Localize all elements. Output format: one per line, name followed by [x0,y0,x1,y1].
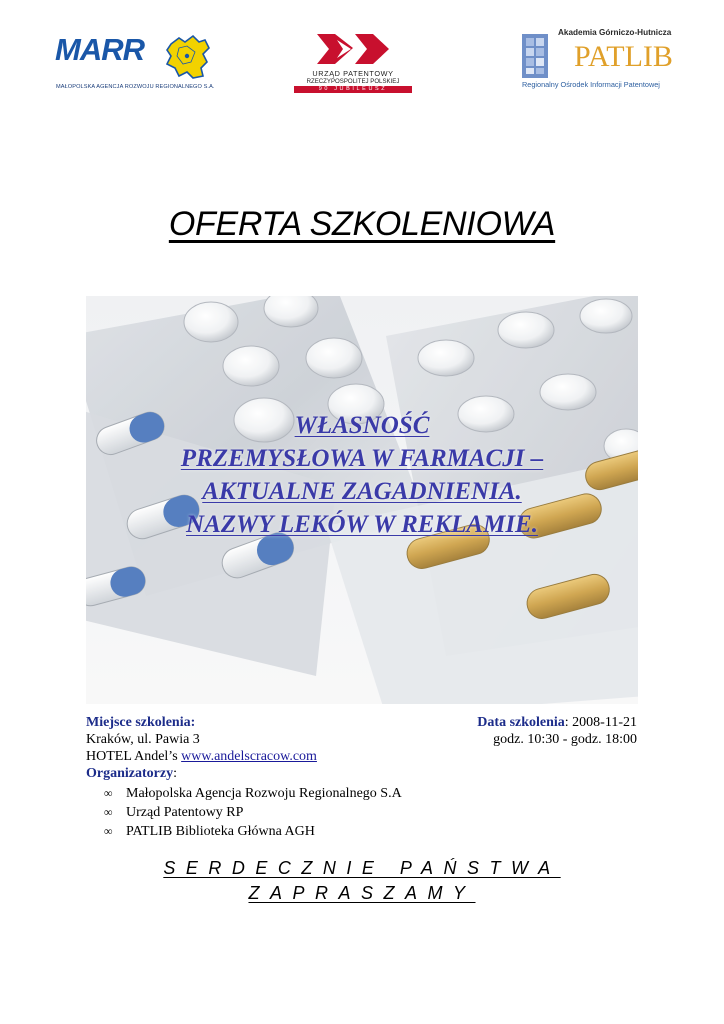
page-title: OFERTA SZKOLENIOWA [168,205,556,243]
urzad-patentowy-country: RZECZYPOSPOLITEJ POLSKIEJ [306,78,400,85]
organizers-label: Organizatorzy [86,766,174,781]
patlib-logo-text: PATLIB [574,40,673,73]
hero-headline-line: PRZEMYSŁOWA W FARMACJI – [180,445,544,472]
hero-headline-line: AKTUALNE ZAGADNIENIA. [202,478,522,505]
marr-logo-subtitle: MAŁOPOLSKA AGENCJA ROZWOJU REGIONALNEGO S.A. [56,84,215,90]
date-section [477,714,637,748]
urzad-patentowy-jubilee: 90 JUBILEUSZ [294,86,412,93]
invitation [0,856,724,906]
venue-address: Kraków, ul. Pawia 3 [86,732,200,747]
patlib-logo [522,28,672,94]
hotel-website-link[interactable]: www.andelscracow.com [181,749,317,764]
urzad-patentowy-emblem-icon [315,30,391,68]
infinity-bullet-icon: ∞ [104,824,113,838]
organizers-section [86,765,402,841]
urzad-patentowy-name: URZĄD PATENTOWY [312,69,394,78]
venue-hotel-name: HOTEL Andel’s [86,749,182,764]
date-label: Data szkolenia [477,715,565,730]
invitation-line-1: SERDECZNIE PAŃSTWA [163,858,561,878]
venue-label: Miejsce szkolenia: [86,715,196,730]
venue-hotel [86,748,317,765]
hero-image [86,296,638,704]
venue-section [86,714,317,765]
organizer-name: Urząd Patentowy RP [126,805,244,820]
patlib-logo-subtitle: Regionalny Ośrodek Informacji Patentowej [522,80,660,89]
hero-headline-line: NAZWY LEKÓW W REKLAMIE. [186,511,538,538]
date-hours: godz. 10:30 - godz. 18:00 [493,732,637,747]
list-item [104,803,402,822]
urzad-patentowy-logo [288,30,418,92]
organizers-list [104,784,402,841]
patlib-agh-name: Akademia Górniczo-Hutnicza [558,28,672,37]
patlib-blocks-icon [522,34,572,78]
organizers-colon: : [173,766,177,781]
list-item [104,784,402,803]
marr-logo-text: MARR [55,32,144,67]
marr-logo [55,32,215,94]
organizer-name: PATLIB Biblioteka Główna AGH [126,824,315,839]
organizer-name: Małopolska Agencja Rozwoju Regionalnego S.A [126,786,402,801]
list-item [104,822,402,841]
infinity-bullet-icon: ∞ [104,786,113,800]
hero-headline [86,409,638,541]
date-value: : 2008-11-21 [564,715,637,730]
infinity-bullet-icon: ∞ [104,805,113,819]
malopolska-map-icon [165,34,211,80]
invitation-line-2: ZAPRASZAMY [248,883,476,903]
hero-headline-line: WŁASNOŚĆ [294,412,430,439]
